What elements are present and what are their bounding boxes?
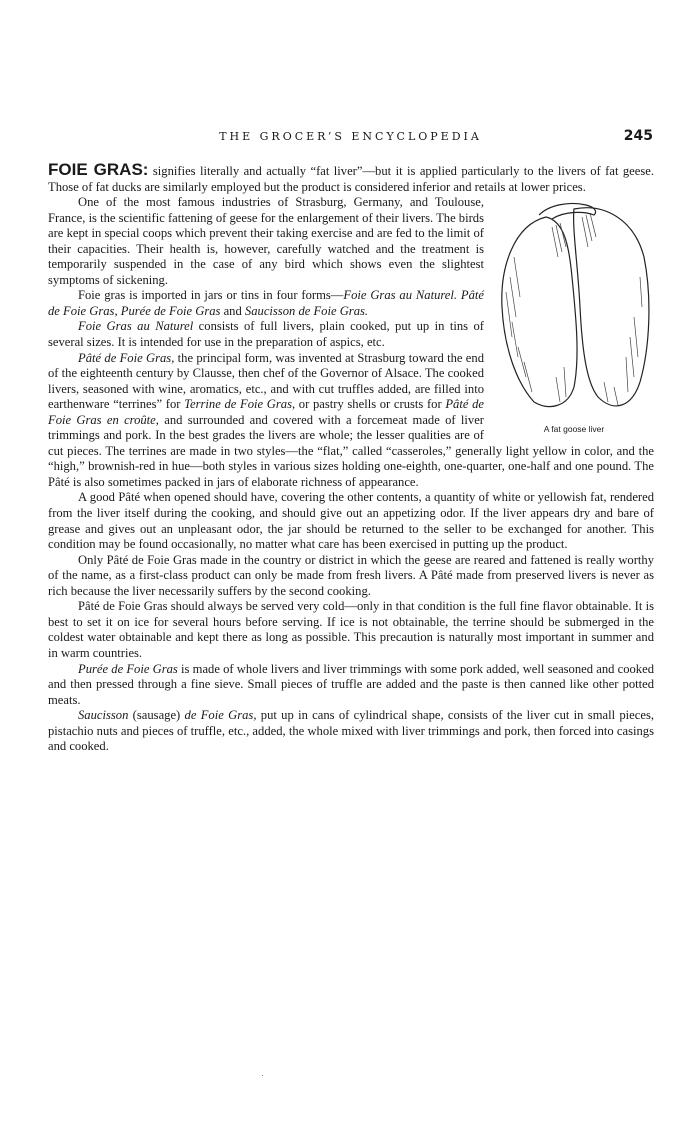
- saucisson-text-a: (sausage): [128, 708, 185, 723]
- pate-italic-2: Terrine de Foie Gras,: [184, 397, 296, 412]
- pate-text-c: and surrounded and covered with a forcemeat made of liver trimmings and pork. In the best grades the livers are whole; the lesser qualities are of cut pieces. The terrines are made in two styles—the “flat,” called “casseroles,” generally light yellow in color, and the “high,” brownish-red in hue—both styles in various sizes holding one-eighth, one-quarter, one-half and one pound. The Pâté is also sometimes packed in jars of elaborate richness of appearance.: [48, 412, 654, 489]
- saucisson-italic: Saucisson: [78, 708, 129, 723]
- paragraph-saucisson: [48, 708, 654, 755]
- forms-italic: Foie Gras au Naturel. Pâté de Foie Gras, Purée de Foie Gras: [48, 288, 484, 318]
- saucisson-italic-2: de Foie Gras,: [184, 708, 257, 723]
- headword: FOIE GRAS:: [48, 160, 149, 179]
- pate-italic-3: Pâté de Foie Gras en croûte,: [48, 397, 484, 427]
- paragraph-good-pate: A good Pâté when opened should have, covering the other contents, a quantity of white or yellowish fat, rendered from the liver itself during the cooking, and should give out an appetizing odor. If the liver appears dry and bare of grease and gives out an unpleasant odor, the jar should be returned to the seller to be exchanged for another. This condition may be found occasionally, no matter what care has been exercised in putting up the product.: [48, 490, 654, 552]
- paragraph-strasburg: One of the most famous industries of Strasburg, Germany, and Toulouse, France, is the scientific fattening of geese for the enlargement of their livers. The birds are kept in special coops which prevent their taking exercise and are fed to the limit of their capacities. Their health is, however, carefully watched and the treatment is temporarily suspended in the case of any bird which shows even the slightest symptoms of sickening.: [48, 195, 484, 287]
- pate-text-a: the principal form, was invented at Strasburg toward the end of the eighteenth century by Clausse, then chef of the Governor of Alsace. The cooked livers, seasoned with wine, aromatics, etc., and with cut truffles added, are filled into earthenware “terrines” for: [48, 350, 484, 412]
- goose-liver-illustration: [494, 197, 654, 419]
- forms-text: Foie gras is imported in jars or tins in four forms—: [78, 288, 344, 303]
- page-speck: [262, 1075, 263, 1076]
- paragraph-puree: [48, 662, 654, 709]
- page-number: 245: [623, 128, 653, 144]
- figure-caption: A fat goose liver: [543, 423, 605, 434]
- paragraph-only-pate: Only Pâté de Foie Gras made in the country or district in which the geese are reared and fattened is really worthy of the name, as a first-class product can only be made from fresh livers. A Pâté made from preserved livers is never as rich because the liver necessarily suffers by the second cooking.: [48, 552, 654, 598]
- paragraph-serve-cold: Pâté de Foie Gras should always be served very cold—only in that condition is the full fine flavor obtainable. It is best to set it on ice for several hours before serving. If ice is not obtainable, the terrine should be submerged in the coldest water obtainable and kept there as long as possible. This precaution is naturally most important in summer and in warm countries.: [48, 599, 654, 660]
- naturel-text: consists of full livers, plain cooked, put up in tins of several sizes. It is intended for use in the preparation of aspics, etc.: [48, 319, 485, 350]
- naturel-italic: Foie Gras au Naturel: [78, 319, 194, 334]
- forms-italic-2: Saucisson de Foie Gras.: [244, 303, 369, 318]
- pate-text-b: or pastry shells or crusts for: [295, 397, 446, 412]
- saucisson-text-b: put up in cans of cylindrical shape, consists of the liver cut in small pieces, pistachio nuts and pieces of truffle, etc., added, the whole mixed with liver trimmings and pork, then forced into casings and cooked.: [48, 708, 654, 754]
- puree-italic: Purée de Foie Gras: [78, 661, 178, 676]
- page-header: [48, 128, 653, 146]
- running-title: THE GROCER’S ENCYCLOPEDIA: [219, 130, 482, 143]
- paragraph-intro: [48, 162, 654, 195]
- puree-text: is made of whole livers and liver trimmings with some pork added, well seasoned and cooked and then pressed through a fine sieve. Small pieces of truffle are added and the paste is then canned like other potted meats.: [48, 661, 654, 707]
- article-body: [48, 162, 654, 755]
- forms-and: and: [220, 303, 245, 318]
- pate-italic: Pâté de Foie Gras,: [78, 350, 175, 365]
- figure-goose-liver: [494, 197, 654, 437]
- intro-text: signifies literally and actually “fat liver”—but it is applied particularly to the livers of fat geese. Those of fat ducks are similarly employed but the product is considered inferior and retails at lower prices.: [48, 164, 654, 194]
